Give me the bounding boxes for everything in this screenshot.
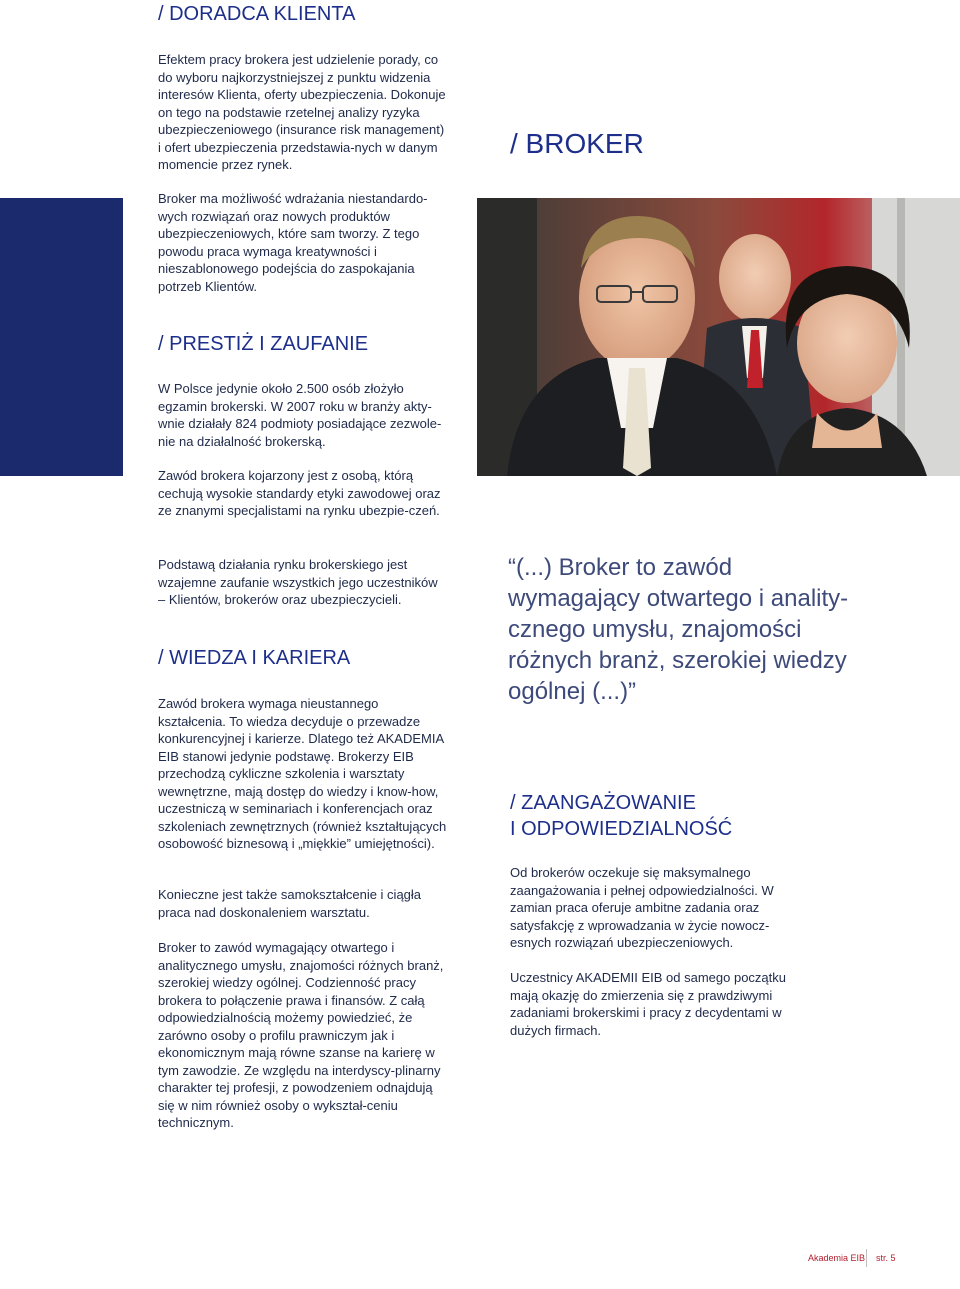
team-photo [477, 198, 960, 476]
paragraph-prestiz-1: W Polsce jedynie około 2.500 osób złożyło egzamin brokerski. W 2007 roku w branży akty-wnie działały 824 podmioty posiadające zezwole-nie na działalność brokerską. [158, 381, 442, 449]
paragraph-wiedza-1: Zawód brokera wymaga nieustannego kształcenia. To wiedza decyduje o przewadze konkurencyjnej i karierze. Dlatego też AKADEMIA EIB stanowi jedynie podstawę. Brokerzy EIB przechodzą cykliczne szkolenia i warsztaty wewnętrzne, mają dostęp do wiedzy i know-how, uczestniczą w seminariach i konferencjach oraz szkoleniach zewnętrznych (również kształtujących osobowość biznesową i „miękkie” umiejętności). [158, 696, 447, 851]
paragraph-doradca-2: Broker ma możliwość wdrażania niestandardo-wych rozwiązań oraz nowych produktów ubezpieczeniowych, które sam tworzy. Z tego powodu praca wymaga kreatywności i nieszablonowego podejścia do zaspokajania potrzeb Klientów. [158, 191, 428, 294]
paragraph-zaangazowanie-1: Od brokerów oczekuje się maksymalnego zaangażowania i pełnej odpowiedzialności. W zamian praca oferuje ambitne zadania oraz satysfakcję z wprowadzania w życie nowocz-esnych rozwiązań ubezpieczeniowych. [510, 865, 774, 950]
footer-page-number: str. 5 [876, 1253, 896, 1263]
paragraph-prestiz-3: Podstawą działania rynku brokerskiego jest wzajemne zaufanie wszystkich jego uczestników – Klientów, brokerów oraz ubezpieczycieli. [158, 557, 438, 607]
footer-brand: Akademia EIB [808, 1253, 866, 1263]
paragraph-doradca-1: Efektem pracy brokera jest udzielenie porady, co do wyboru najkorzystniejszej z punktu widzenia interesów Klienta, oferty ubezpieczenia. Dokonuje on tego na podstawie rzetelnej analizy ryzyka ubezpieczeniowego (insurance risk management) i ofert ubezpieczenia przedstawia-nych w danym momencie przez rynek. [158, 52, 446, 172]
blue-decor-block [0, 198, 123, 476]
heading-wiedza-i-kariera: / WIEDZA I KARIERA [158, 647, 351, 669]
heading-prestiz-i-zaufanie: / PRESTIŻ I ZAUFANIE [158, 333, 369, 355]
paragraph-prestiz-2: Zawód brokera kojarzony jest z osobą, którą cechują wysokie standardy etyki zawodowej oraz ze znanymi specjalistami na rynku ubezpie-czeń. [158, 468, 441, 518]
pull-quote: “(...) Broker to zawód wymagający otwartego i anality-cznego umysłu, znajomości różnych branż, szerokiej wiedzy ogólnej (...)” [508, 554, 849, 705]
heading-broker: / BROKER [510, 128, 644, 159]
heading-zaangazowanie [510, 790, 732, 842]
heading-doradca-klienta: / DORADCA KLIENTA [158, 3, 356, 25]
heading-zaangazowanie-line1: / ZAANGAŻOWANIE [510, 792, 696, 814]
paragraph-wiedza-2: Konieczne jest także samokształcenie i ciągła praca nad doskonaleniem warsztatu. [158, 887, 422, 920]
footer-separator [866, 1249, 867, 1267]
paragraph-zaangazowanie-2: Uczestnicy AKADEMII EIB od samego początku mają okazję do zmierzenia się z prawdziwymi zadaniami brokerskimi i pracy z decydentami w dużych firmach. [510, 970, 787, 1038]
heading-zaangazowanie-line2: I ODPOWIEDZIALNOŚĆ [510, 818, 733, 840]
paragraph-wiedza-3: Broker to zawód wymagający otwartego i analitycznego umysłu, znajomości różnych branż, szerokiej wiedzy ogólnej. Codzienność pracy brokera to połączenie prawa i finansów. Z całą odpowiedzialnością możemy powiedzieć, że zarówno osoby o profilu prawniczym jak i ekonomicznym mają równe szanse na karierę w tym zawodzie. Ze względu na interdyscy-plinarny charakter tej profesji, z powodzeniem odnajdują się w nim również osoby o wykształ-ceniu technicznym. [158, 940, 444, 1130]
